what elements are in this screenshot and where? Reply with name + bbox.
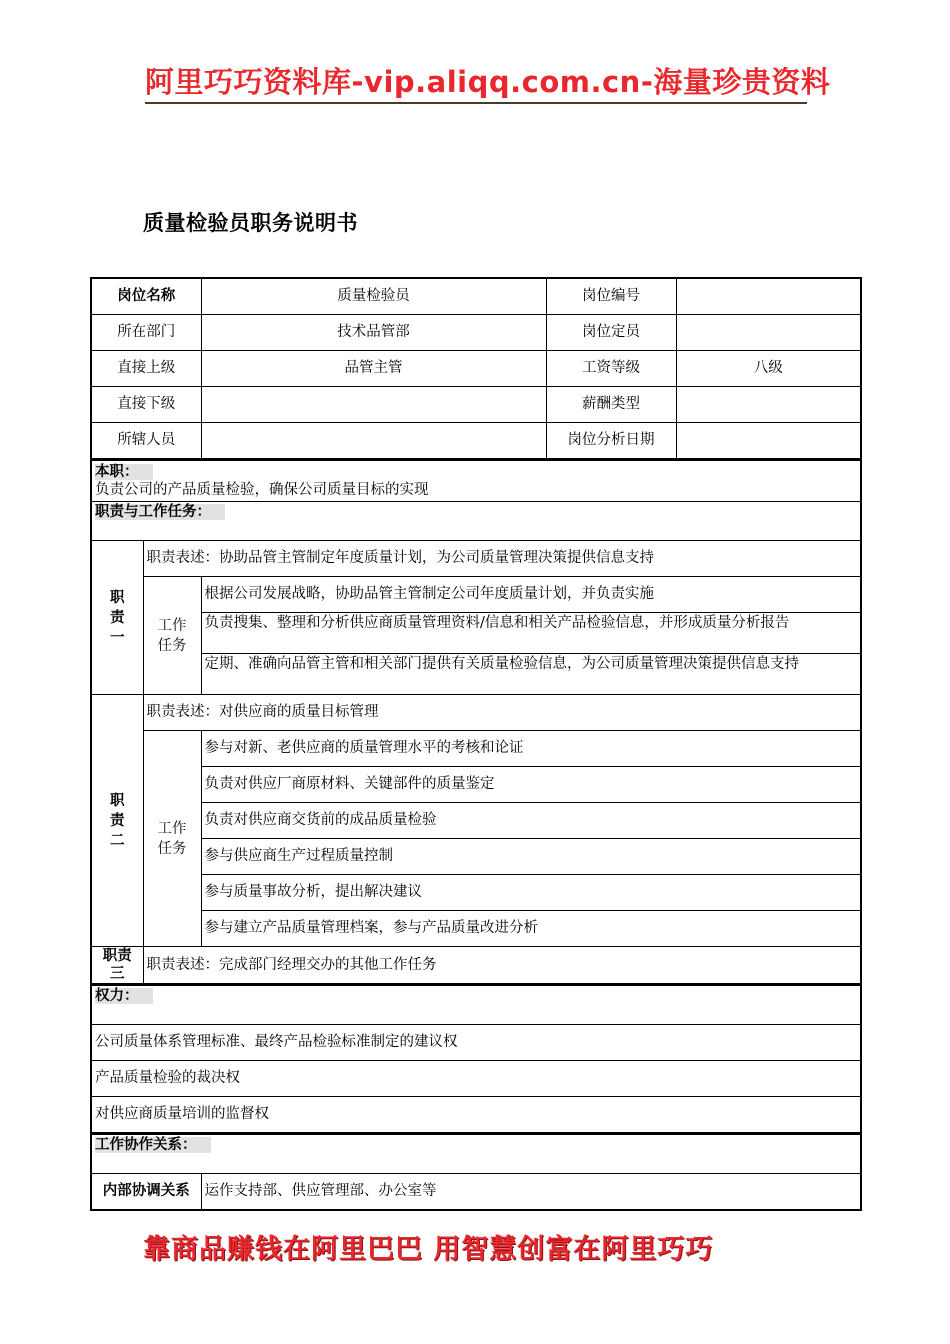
info-value — [676, 387, 861, 423]
duty3-row — [91, 947, 861, 985]
cooperation-header: 工作协作关系： — [95, 1137, 211, 1153]
task-row — [91, 613, 861, 654]
info-row — [91, 278, 861, 315]
task-item: 根据公司发展战略，协助品管主管制定公司年度质量计划，并负责实施 — [201, 577, 861, 613]
job-description-sheet — [90, 277, 860, 1211]
duty1-desc-row — [91, 541, 861, 577]
info-label: 所在部门 — [91, 315, 201, 351]
info-value — [201, 423, 546, 460]
role-row — [91, 461, 861, 502]
task-item: 负责对供应厂商原材料、关键部件的质量鉴定 — [201, 767, 861, 803]
duties-header: 职责与工作任务： — [95, 504, 225, 520]
role-text: 负责公司的产品质量检验，确保公司质量目标的实现 — [95, 482, 429, 498]
basic-info-table — [90, 277, 862, 460]
info-label: 直接上级 — [91, 351, 201, 387]
task-item: 参与质量事故分析，提出解决建议 — [201, 875, 861, 911]
info-row — [91, 423, 861, 460]
info-value: 质量检验员 — [201, 278, 546, 315]
work-task-label: 工作 任务 — [143, 577, 201, 695]
duty3-label: 职责 三 — [91, 947, 143, 985]
task-row — [91, 654, 861, 695]
info-value — [676, 315, 861, 351]
authority-item: 对供应商质量培训的监督权 — [91, 1097, 861, 1134]
task-row — [91, 839, 861, 875]
info-label: 所辖人员 — [91, 423, 201, 460]
task-item: 负责对供应商交货前的成品质量检验 — [201, 803, 861, 839]
internal-coordination-row — [91, 1174, 861, 1211]
authority-table — [90, 985, 862, 1134]
info-value: 八级 — [676, 351, 861, 387]
task-item: 负责搜集、整理和分析供应商质量管理资料/信息和相关产品检验信息，并形成质量分析报告 — [201, 613, 861, 654]
duty1-label: 职 责 一 — [91, 541, 143, 695]
role-label: 本职： — [95, 464, 153, 480]
duty1-description: 职责表述：协助品管主管制定年度质量计划，为公司质量管理决策提供信息支持 — [143, 541, 861, 577]
document-title: 质量检验员职务说明书 — [143, 211, 358, 235]
info-value: 品管主管 — [201, 351, 546, 387]
info-row — [91, 315, 861, 351]
info-value: 技术品管部 — [201, 315, 546, 351]
task-row — [91, 911, 861, 947]
task-row — [91, 803, 861, 839]
cooperation-table — [90, 1134, 862, 1211]
duty3-description: 职责表述：完成部门经理交办的其他工作任务 — [143, 947, 861, 985]
info-label: 工资等级 — [546, 351, 676, 387]
task-row — [91, 875, 861, 911]
authority-header: 权力： — [95, 988, 153, 1004]
info-label: 岗位定员 — [546, 315, 676, 351]
authority-item: 产品质量检验的裁决权 — [91, 1061, 861, 1097]
header-banner: 阿里巧巧资料库-vip.aliqq.com.cn-海量珍贵资料 — [145, 62, 807, 104]
duty2-desc-row — [91, 695, 861, 731]
info-row — [91, 387, 861, 423]
info-label: 岗位分析日期 — [546, 423, 676, 460]
authority-item: 公司质量体系管理标准、最终产品检验标准制定的建议权 — [91, 1025, 861, 1061]
task-item: 参与建立产品质量管理档案，参与产品质量改进分析 — [201, 911, 861, 947]
internal-coordination-value: 运作支持部、供应管理部、办公室等 — [201, 1174, 861, 1211]
info-value — [676, 278, 861, 315]
task-item: 定期、准确向品管主管和相关部门提供有关质量检验信息，为公司质量管理决策提供信息支持 — [201, 654, 861, 695]
duties-header-row — [91, 502, 861, 541]
info-label: 岗位编号 — [546, 278, 676, 315]
task-item: 参与对新、老供应商的质量管理水平的考核和论证 — [201, 731, 861, 767]
task-row — [91, 577, 861, 613]
info-row — [91, 351, 861, 387]
authority-row — [91, 1025, 861, 1061]
authority-row — [91, 1097, 861, 1134]
internal-coordination-label: 内部协调关系 — [91, 1174, 201, 1211]
duty2-label: 职 责 二 — [91, 695, 143, 947]
task-row — [91, 767, 861, 803]
info-label: 岗位名称 — [91, 278, 201, 315]
footer-slogan: 靠商品赚钱在阿里巴巴 用智慧创富在阿里巧巧 — [143, 1234, 714, 1265]
info-label: 薪酬类型 — [546, 387, 676, 423]
authority-row — [91, 1061, 861, 1097]
task-row — [91, 731, 861, 767]
cooperation-header-row — [91, 1135, 861, 1174]
info-value — [676, 423, 861, 460]
duty2-description: 职责表述：对供应商的质量目标管理 — [143, 695, 861, 731]
authority-header-row — [91, 986, 861, 1025]
info-value — [201, 387, 546, 423]
info-label: 直接下级 — [91, 387, 201, 423]
duties-table — [90, 460, 862, 985]
task-item: 参与供应商生产过程质量控制 — [201, 839, 861, 875]
work-task-label: 工作 任务 — [143, 731, 201, 947]
